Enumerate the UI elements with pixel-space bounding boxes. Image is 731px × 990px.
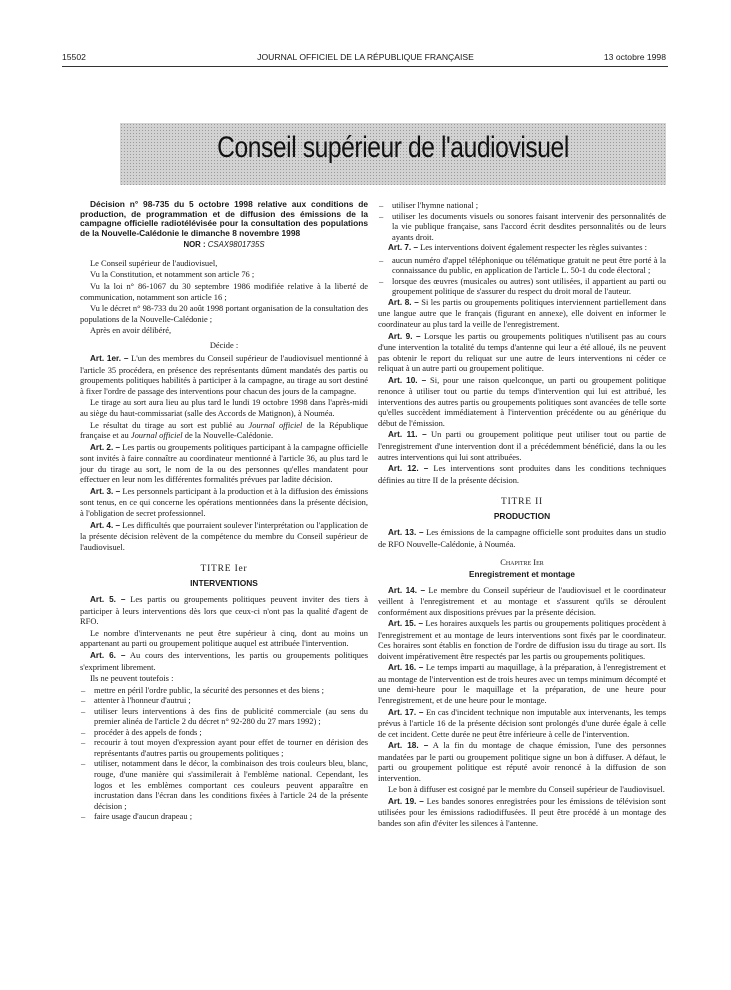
page-number: 15502 bbox=[62, 52, 86, 62]
titre-subheading: PRODUCTION bbox=[493, 510, 551, 521]
article-label: Art. 1er. – bbox=[90, 354, 129, 364]
nor-reference: NOR : CSAX9801735S bbox=[183, 240, 265, 250]
article-12: Art. 12. – Les interventions sont produites dans les conditions techniques définies au titre II de la présente décision. bbox=[378, 463, 666, 485]
article-label: Art. 11. – bbox=[388, 430, 427, 440]
section-banner bbox=[120, 123, 666, 185]
header-rule bbox=[62, 66, 668, 67]
article-13: Art. 13. – Les émissions de la campagne officielle sont produites dans un studio de RFO Nouvelle-Calédonie, à Nouméa. bbox=[378, 527, 667, 549]
rules-list bbox=[378, 255, 666, 297]
article-5: Art. 5. – Les partis ou groupements politiques peuvent inviter des tiers à participer à leurs interventions dès lors que ceux-ci n'ont pas la qualité d'agent de RFO. bbox=[80, 594, 368, 627]
chapter-heading: Chapitre Ier bbox=[500, 557, 544, 568]
prohibitions-list-continued bbox=[378, 200, 666, 242]
list-item: – attenter à l'honneur d'autrui ; bbox=[80, 695, 368, 706]
list-item: – utiliser les documents visuels ou sonores faisant intervenir des personnalités de la vie publique française, sans l'accord écrit desdites personnalités ou de leurs ayants droit. bbox=[378, 211, 666, 243]
article-7: Art. 7. – Les interventions doivent également respecter les règles suivantes : bbox=[388, 242, 647, 253]
article-10: Art. 10. – Si, pour une raison quelconque, un parti ou groupement politique renonce à utiliser tout ou partie du temps d'intervention qui lui est attribué, les interventions des autres partis ou groupements politiques sont avancées de telle sorte qu'elles succèdent immédiatement à l'intervention précédente ou au générique du début de l'émission. bbox=[378, 374, 667, 428]
paragraph: Le nombre d'intervenants ne peut être supérieur à cinq, dont au moins un appartenant au parti ou groupement politique auquel est attribuée l'intervention. bbox=[80, 627, 368, 649]
titre-heading: TITRE Ier bbox=[200, 564, 248, 575]
paragraph: Vu la Constitution, et notamment son article 76 ; bbox=[90, 269, 255, 280]
list-item: – aucun numéro d'appel téléphonique ou télématique gratuit ne peut être porté à la connaissance du public, en application de l'article L. 50-1 du code électoral ; bbox=[378, 255, 666, 276]
article-6: Art. 6. – Au cours des interventions, les partis ou groupements politiques s'expriment librement. bbox=[80, 649, 368, 672]
paragraph: Ils ne peuvent toutefois : bbox=[90, 673, 174, 684]
article-18: Art. 18. – A la fin du montage de chaque émission, l'une des personnes mandatées par le parti ou groupement politique signe un bon à diffuser. A défaut, le parti ou groupement politique est réputé avoir renoncé à la diffusion de son intervention. bbox=[378, 740, 666, 783]
article-14: Art. 14. – Le membre du Conseil supérieur de l'audiovisuel et le coordinateur veillent à l'enregistrement et au montage et s'assurent qu'ils se déroulent conformément aux dispositions prévues par la présente décision. bbox=[378, 584, 667, 617]
left-column bbox=[80, 200, 368, 822]
article-label: Art. 7. – bbox=[388, 243, 419, 253]
prohibitions-list bbox=[80, 685, 368, 822]
article-label: Art. 8. – bbox=[388, 297, 419, 307]
list-item: – recourir à tout moyen d'expression ayant pour effet de tourner en dérision des représentants d'autres partis ou groupements politiques ; bbox=[80, 737, 368, 758]
article-19: Art. 19. – Les bandes sonores enregistrées pour les émissions de télévision sont utilisées pour les émissions radiodiffusées. Il peut être procédé à un montage des bandes son afin d'éviter les silences à l'antenne. bbox=[378, 795, 666, 828]
article-1: Art. 1er. – L'un des membres du Conseil supérieur de l'audiovisuel mentionné à l'article 35 procédera, en présence des représentants dûment mandatés des partis ou groupements politiques habilités à participer à la campagne, au tirage au sort destiné à fixer l'ordre de passage des interventions pour chacun des jours de la campagne. bbox=[80, 353, 369, 396]
list-item: – faire usage d'aucun drapeau ; bbox=[80, 811, 368, 822]
paragraph: Le Conseil supérieur de l'audiovisuel, bbox=[90, 257, 218, 268]
list-item: – utiliser leurs interventions à des fins de publicité commerciale (au sens du premier alinéa de l'article 2 du décret n° 92-280 du 27 mars 1992) ; bbox=[80, 706, 368, 727]
article-3: Art. 3. – Les personnels participant à la production et à la diffusion des émissions sont tenus, en ce qui concerne les opérations mentionnées dans la présente décision, à l'obligation de secret professionnel. bbox=[80, 485, 368, 518]
article-label: Art. 13. – bbox=[388, 528, 424, 538]
article-17: Art. 17. – En cas d'incident technique non imputable aux intervenants, les temps prévus à l'article 16 de la présente décision sont prolongés d'une durée égale à celle de cet incident. Cette durée ne peut être inférieure à celle de l'intervention. bbox=[378, 706, 666, 739]
article-label: Art. 17. – bbox=[388, 707, 424, 717]
decide-heading: Décide : bbox=[209, 339, 239, 350]
article-label: Art. 9. – bbox=[388, 331, 421, 341]
list-item: – lorsque des œuvres (musicales ou autres) sont utilisées, il appartient au parti ou groupement politique de s'assurer du respect du droit moral de l'auteur. bbox=[378, 276, 666, 297]
article-label: Art. 14. – bbox=[388, 585, 426, 595]
paragraph: Le bon à diffuser est cosigné par le membre du Conseil supérieur de l'audiovisuel. bbox=[388, 784, 665, 795]
article-label: Art. 5. – bbox=[90, 595, 126, 605]
paragraph: Vu le décret n° 98-733 du 20 août 1998 portant organisation de la consultation des populations de la Nouvelle-Calédonie ; bbox=[80, 303, 368, 324]
article-8: Art. 8. – Si les partis ou groupements politiques interviennent partiellement dans une langue autre que le français (figurant en annexe), elle doivent en informer le coordinateur au plus tard la veille de l'enregistrement. bbox=[378, 296, 666, 330]
article-label: Art. 18. – bbox=[388, 741, 429, 751]
titre-heading: TITRE II bbox=[500, 497, 543, 508]
paragraph: Après en avoir délibéré, bbox=[90, 325, 172, 336]
article-label: Art. 3. – bbox=[90, 486, 121, 496]
article-2: Art. 2. – Les partis ou groupements politiques participant à la campagne officielle sont invités à faire connaître au coordinateur mentionné à l'article 36, au plus tard le jour du tirage au sort, le nom de la ou des personnes qu'elles mandatent pour effectuer en leur nom les différentes formalités prévues par ladite décision. bbox=[80, 441, 369, 485]
article-label: Art. 10. – bbox=[388, 375, 427, 385]
list-item: – utiliser, notamment dans le décor, la combinaison des trois couleurs bleu, blanc, rouge, d'une manière qui s'assimilerait à l'emblème national. Cependant, les logos et les emblèmes comportant ces couleurs peuvent apparaître en incrustation dans l'écran dans les conditions fixées à l'article 24 de la présente décision ; bbox=[80, 758, 368, 811]
article-label: Art. 15. – bbox=[388, 619, 424, 629]
journal-title: JOURNAL OFFICIEL DE LA RÉPUBLIQUE FRANÇAISE bbox=[257, 52, 474, 62]
article-label: Art. 2. – bbox=[90, 442, 121, 452]
article-label: Art. 19. – bbox=[388, 796, 424, 806]
issue-date: 13 octobre 1998 bbox=[603, 52, 666, 62]
paragraph: Le résultat du tirage au sort est publié au Journal officiel de la République française et au Journal officiel de la Nouvelle-Calédonie. bbox=[80, 419, 369, 441]
article-label: Art. 4. – bbox=[90, 520, 121, 530]
right-column bbox=[378, 200, 666, 830]
article-16: Art. 16. – Le temps imparti au maquillage, à la préparation, à l'enregistrement et au montage de l'intervention est de trois heures avec un temps minimum décompté et une demi-heure pour le maquillage et la préparation, de une heure pour l'enregistrement, et de une heure pour le montage. bbox=[378, 662, 666, 705]
article-label: Art. 12. – bbox=[388, 464, 429, 474]
list-item: – utiliser l'hymne national ; bbox=[378, 200, 666, 211]
list-item: – procéder à des appels de fonds ; bbox=[80, 727, 368, 738]
article-label: Art. 16. – bbox=[388, 663, 424, 673]
article-9: Art. 9. – Lorsque les partis ou groupements politiques n'utilisent pas au cours d'une intervention la totalité du temps d'antenne qui leur a été alloué, ils ne peuvent pas obtenir le report du reliquat sur une autre de leurs interventions ni céder ce reliquat à un autre parti ou groupement politique. bbox=[378, 330, 666, 374]
decision-title: Décision n° 98-735 du 5 octobre 1998 relative aux conditions de production, de programmation et de diffusion des émissions de la campagne officielle radiotélévisée pour la consultation des populations de la Nouvelle-Calédonie le dimanche 8 novembre 1998 bbox=[80, 199, 368, 238]
banner-title: Conseil supérieur de l'audiovisuel bbox=[217, 131, 569, 164]
paragraph: Le tirage au sort aura lieu au plus tard le lundi 19 octobre 1998 dans l'après-midi au siège du haut-commissariat (salle des Accords de Matignon), à Nouméa. bbox=[80, 397, 368, 419]
article-label: Art. 6. – bbox=[90, 650, 126, 660]
nor-code: CSAX9801735S bbox=[207, 240, 265, 250]
titre-subheading: INTERVENTIONS bbox=[190, 577, 258, 588]
paragraph: Vu la loi n° 86-1067 du 30 septembre 1986 modifiée relative à la liberté de communication, notamment son article 16 ; bbox=[80, 281, 368, 302]
chapter-subheading: Enregistrement et montage bbox=[468, 569, 575, 579]
article-4: Art. 4. – Les difficultés que pourraient soulever l'interprétation ou l'application de la présente décision relèvent de la compétence du membre du Conseil supérieur de l'audiovisuel. bbox=[80, 519, 368, 552]
list-item: – mettre en péril l'ordre public, la sécurité des personnes et des biens ; bbox=[80, 685, 368, 696]
article-11: Art. 11. – Un parti ou groupement politique peut utiliser tout ou partie de l'enregistrement d'une intervention dont il a précédemment bénéficié, dans la ou les autres interventions qui lui sont attribuées. bbox=[378, 429, 666, 462]
article-15: Art. 15. – Les horaires auxquels les partis ou groupements politiques procèdent à l'enregistrement et au montage de leurs interventions sont fixés par le coordinateur. Ces horaires sont établis en fonction de l'ordre de diffusion issu du tirage au sort. Ils doivent impérativement être respectés par les partis ou groupements politiques. bbox=[378, 618, 667, 661]
